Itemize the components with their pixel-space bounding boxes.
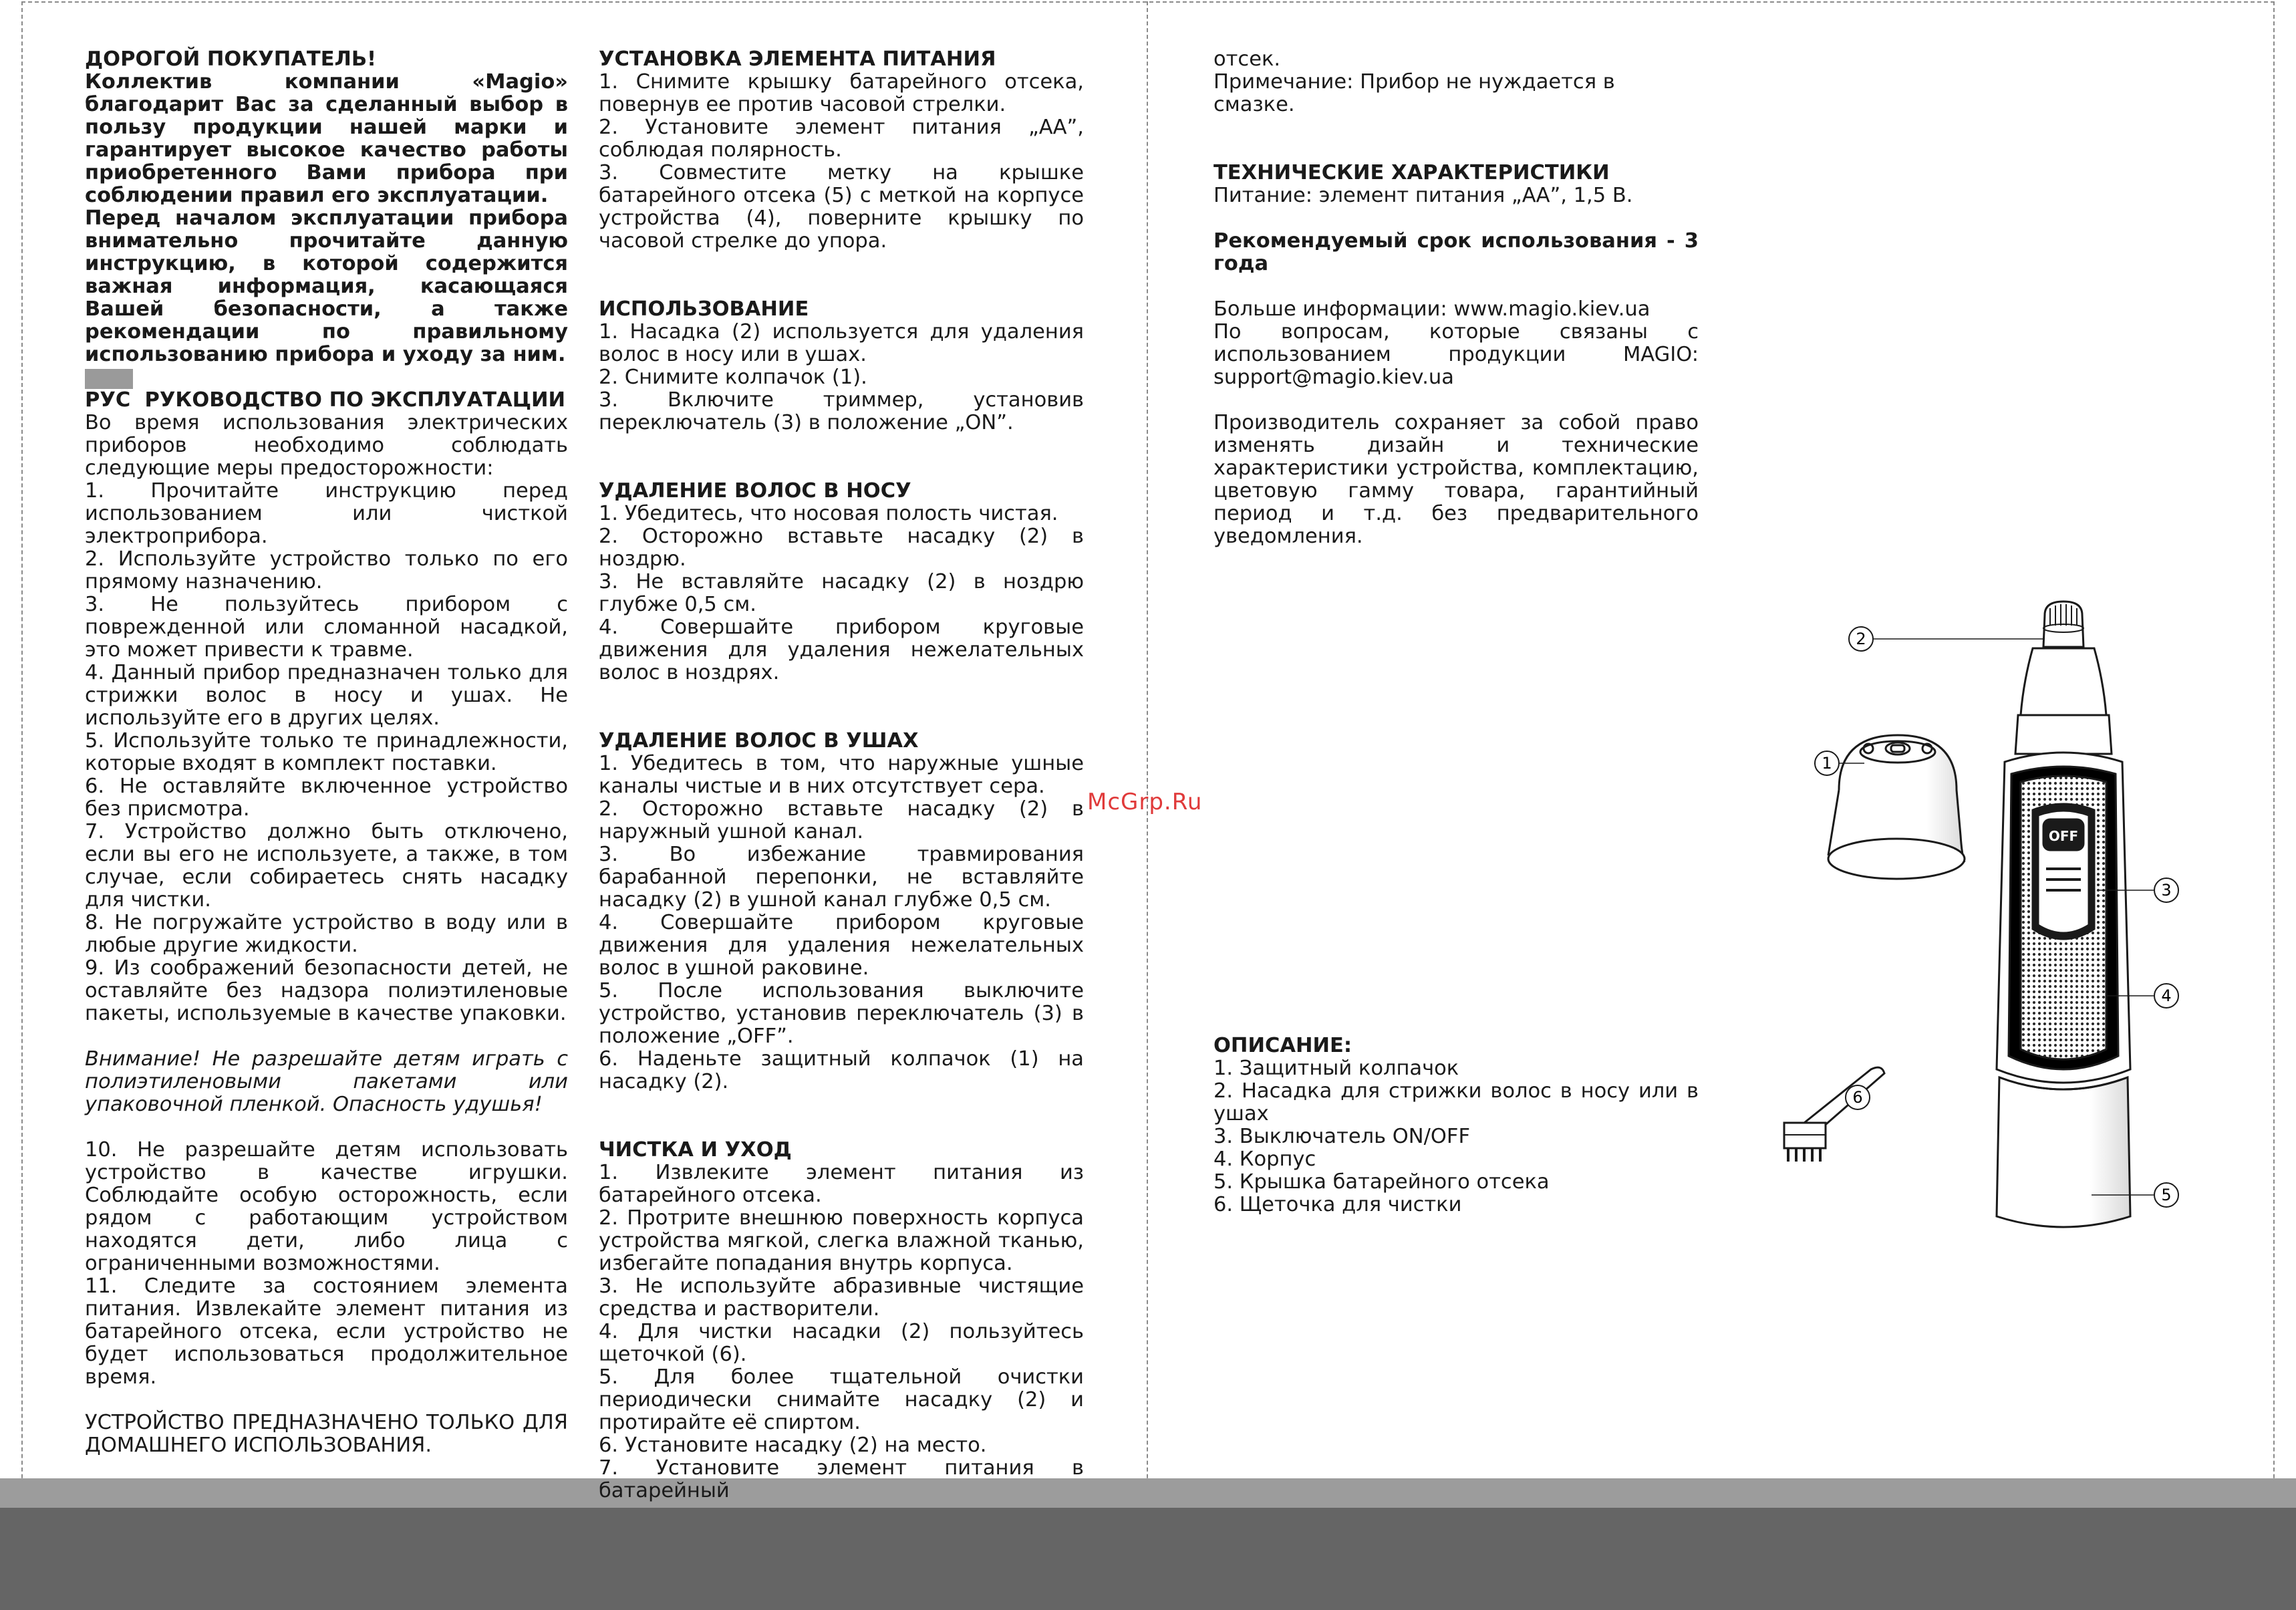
page-border-left: [21, 1, 23, 1592]
callout-label: 6: [1852, 1088, 1863, 1107]
part-item: 3. Выключатель ON/OFF: [1213, 1125, 1470, 1148]
section-title-usage: ИСПОЛЬЗОВАНИЕ: [599, 297, 809, 321]
section-title-description: ОПИСАНИЕ:: [1213, 1034, 1352, 1057]
safety-rule: 4. Данный прибор предназначен только для стрижки волос в носу и ушах. Не используйте его в других целях.: [85, 661, 568, 730]
ears-step: 1. Убедитесь в том, что наружные ушные каналы чистые и в них отсутствует сера.: [599, 752, 1084, 798]
battery-step: 3. Совместите метку на крышке батарейного отсека (5) с меткой на корпусе устройства (4), поверните крышку по часовой стрелке до упора.: [599, 161, 1084, 253]
care-continuation: отсек.: [1213, 47, 1281, 71]
footer-band-dark: [0, 1508, 2296, 1610]
care-step: 6. Установите насадку (2) на место.: [599, 1434, 987, 1457]
care-step: 1. Извлеките элемент питания из батарейного отсека.: [599, 1161, 1084, 1207]
callout-label: 1: [1822, 754, 1832, 773]
safety-rule: 3. Не пользуйтесь прибором с поврежденной или сломанной насадкой, это может привести к травме.: [85, 593, 568, 662]
safety-rule: 8. Не погружайте устройство в воду или в любые другие жидкости.: [85, 911, 568, 957]
switch-label: OFF: [2048, 828, 2079, 844]
section-title-tech: ТЕХНИЧЕСКИЕ ХАРАКТЕРИСТИКИ: [1213, 161, 1610, 184]
callout-2: [1849, 627, 1873, 651]
safety-rule: 10. Не разрешайте детям использовать устройство в качестве игрушки. Соблюдайте особую осторожность, если рядом с работающим устройством находятся дети, либо лица с ограниченными возможностями.: [85, 1138, 568, 1275]
trimmer-head: [2015, 601, 2112, 754]
page-border-top: [21, 1, 2275, 3]
usage-step: 3. Включите триммер, установив переключатель (3) в положение „ON”.: [599, 388, 1084, 434]
column-2: [599, 48, 1084, 1502]
ears-step: 3. Во избежание травмирования барабанной перепонки, не вставляйте насадку (2) в ушной канал глубже 0,5 см.: [599, 843, 1084, 912]
cleaning-brush: [1784, 1067, 1884, 1162]
care-step: 3. Не используйте абразивные чистящие средства и растворители.: [599, 1274, 1084, 1321]
battery-step: 2. Установите элемент питания „АА”, соблюдая полярность.: [599, 116, 1084, 162]
callout-5: [2154, 1183, 2178, 1207]
disclaimer: Производитель сохраняет за собой право изменять дизайн и технические характеристики устройства, комплектацию, цветовую гамму товара, гарантийный период и т.д. без предварительного уведомления.: [1213, 411, 1699, 548]
usage-step: 2. Снимите колпачок (1).: [599, 366, 867, 389]
callout-1: [1815, 751, 1839, 775]
manual-title: РУКОВОДСТВО ПО ЭКСПЛУАТАЦИИ: [144, 388, 566, 412]
section-title-nose: УДАЛЕНИЕ ВОЛОС В НОСУ: [599, 479, 911, 503]
safety-rule: 1. Прочитайте инструкцию перед использованием или чисткой электроприбора.: [85, 479, 568, 548]
callout-label: 3: [2161, 881, 2172, 900]
part-item: 1. Защитный колпачок: [1213, 1057, 1459, 1080]
column-3: [1213, 48, 1699, 548]
lifetime-spec: Рекомендуемый срок использования - 3 года: [1213, 229, 1699, 275]
column-1: [85, 48, 568, 1457]
safety-rule: 5. Используйте только те принадлежности, которые входят в комплект поставки.: [85, 729, 568, 775]
safety-rule: 9. Из соображений безопасности детей, не оставляйте без надзора полиэтиленовые пакеты, используемые в качестве упаковки.: [85, 956, 568, 1025]
section-title-battery: УСТАНОВКА ЭЛЕМЕНТА ПИТАНИЯ: [599, 47, 996, 71]
nose-step: 3. Не вставляйте насадку (2) в ноздрю глубже 0,5 см.: [599, 570, 1084, 616]
lubrication-note: Примечание: Прибор не нуждается в смазке.: [1213, 70, 1615, 116]
care-step: 5. Для более тщательной очистки периодически снимайте насадку (2) и протирайте её спиртом.: [599, 1365, 1084, 1434]
watermark: McGrp.Ru: [1087, 789, 1203, 815]
ears-step: 6. Наденьте защитный колпачок (1) на насадку (2).: [599, 1047, 1084, 1093]
thanks-paragraph: Коллектив компании «Magio» благодарит Вас за сделанный выбор в пользу продукции нашей марки и гарантирует высокое качество работы приобретенного Вами прибора при соблюдении правил его эксплуатации.: [85, 70, 568, 207]
safety-rule: 11. Следите за состоянием элемента питания. Извлекайте элемент питания из батарейного отсека, если устройство не будет использоваться продолжительное время.: [85, 1274, 568, 1389]
nose-step: 4. Совершайте прибором круговые движения для удаления нежелательных волос в ноздрях.: [599, 616, 1084, 684]
language-marker: [85, 369, 133, 389]
callout-4: [2154, 984, 2178, 1008]
callout-label: 2: [1856, 630, 1866, 648]
trimmer-body: [1997, 753, 2130, 1227]
page-border-right: [2273, 1, 2275, 1592]
care-step: 2. Протрите внешнюю поверхность корпуса устройства мягкой, слегка влажной тканью, избегайте попадания внутрь корпуса.: [599, 1206, 1084, 1275]
switch: [2033, 804, 2094, 939]
callout-3: [2154, 878, 2178, 902]
parts-description: [1213, 1035, 1699, 1216]
part-item: 4. Корпус: [1213, 1148, 1316, 1171]
greeting: ДОРОГОЙ ПОКУПАТЕЛЬ!: [85, 47, 377, 71]
before-use-paragraph: Перед началом эксплуатации прибора внимательно прочитайте данную инструкцию, в которой содержится важная информация, касающаяся Вашей безопасности, а также рекомендации по правильному использованию прибора и уходу за ним.: [85, 207, 568, 366]
care-step: 7. Установите элемент питания в батарейный: [599, 1456, 1084, 1502]
care-step: 4. Для чистки насадки (2) пользуйтесь щеточкой (6).: [599, 1320, 1084, 1366]
manual-heading: [85, 389, 568, 412]
ears-step: 5. После использования выключите устройство, установив переключатель (3) в положение „OFF”.: [599, 979, 1084, 1048]
safety-intro: Во время использования электрических приборов необходимо соблюдать следующие меры предосторожности:: [85, 411, 568, 480]
battery-step: 1. Снимите крышку батарейного отсека, повернув ее против часовой стрелки.: [599, 70, 1084, 116]
safety-rule: 2. Используйте устройство только по его прямому назначению.: [85, 547, 568, 593]
support-contact: По вопросам, которые связаны с использованием продукции MAGIO: support@magio.kiev.ua: [1213, 320, 1699, 389]
protective-cap: [1828, 735, 1965, 879]
safety-rule: 6. Не оставляйте включенное устройство без присмотра.: [85, 775, 568, 821]
safety-rule: 7. Устройство должно быть отключено, если вы его не используете, а также, в том случае, если собираетесь снять насадку для чистки.: [85, 820, 568, 912]
part-item: 2. Насадка для стрижки волос в носу или в ушах: [1213, 1079, 1699, 1125]
section-title-care: ЧИСТКА И УХОД: [599, 1138, 792, 1162]
power-spec: Питание: элемент питания „АА”, 1,5 В.: [1213, 184, 1633, 207]
part-item: 5. Крышка батарейного отсека: [1213, 1170, 1550, 1194]
usage-step: 1. Насадка (2) используется для удаления волос в носу или в ушах.: [599, 320, 1084, 366]
suffocation-warning: Внимание! Не разрешайте детям играть с полиэтиленовыми пакетами или упаковочной пленкой. Опасность удушья!: [85, 1047, 568, 1116]
callout-label: 4: [2161, 986, 2172, 1005]
callout-6: [1846, 1085, 1870, 1109]
section-title-ears: УДАЛЕНИЕ ВОЛОС В УШАХ: [599, 729, 919, 753]
footer-band-light: [0, 1478, 2296, 1508]
nose-step: 1. Убедитесь, что носовая полость чистая.: [599, 502, 1058, 525]
more-info: Больше информации: www.magio.kiev.ua: [1213, 297, 1651, 321]
home-use-notice: УСТРОЙСТВО ПРЕДНАЗНАЧЕНО ТОЛЬКО ДЛЯ ДОМАШНЕГО ИСПОЛЬЗОВАНИЯ.: [85, 1411, 568, 1457]
part-item: 6. Щеточка для чистки: [1213, 1193, 1462, 1216]
nose-step: 2. Осторожно вставьте насадку (2) в ноздрю.: [599, 525, 1084, 571]
ears-step: 2. Осторожно вставьте насадку (2) в наружный ушной канал.: [599, 797, 1084, 843]
language-code: РУС: [85, 388, 131, 412]
ears-step: 4. Совершайте прибором круговые движения для удаления нежелательных волос в ушной раковине.: [599, 911, 1084, 980]
callout-label: 5: [2161, 1186, 2172, 1204]
trimmer-illustration: [1764, 588, 2259, 1270]
